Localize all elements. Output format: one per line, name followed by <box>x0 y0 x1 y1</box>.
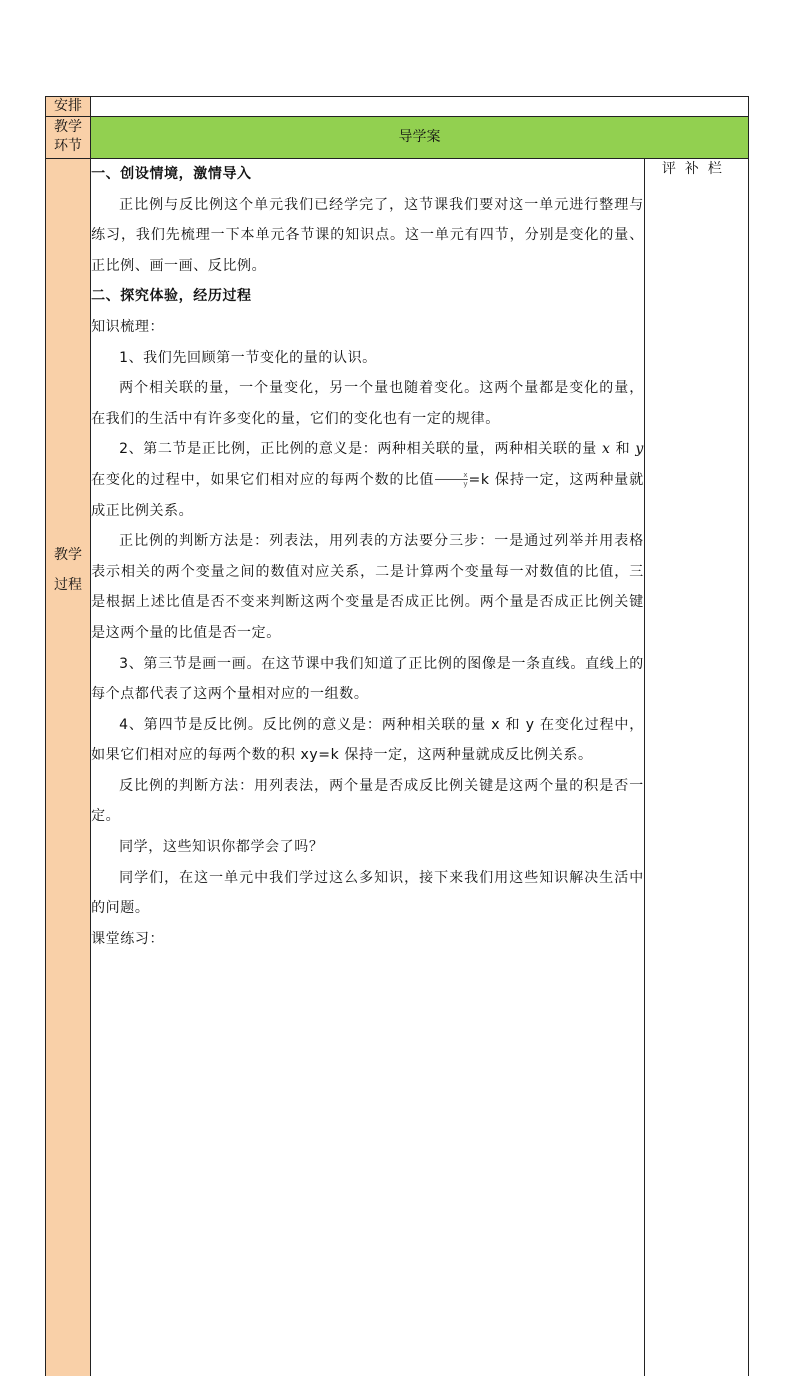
knowledge-label: 知识梳理： <box>91 312 644 343</box>
evaluation-column: 评补栏 <box>644 159 748 1376</box>
stage-label-line-2: 环节 <box>46 137 90 156</box>
process-label <box>46 159 91 1376</box>
stage-label <box>46 117 91 159</box>
point-2-text-a: 2、第二节是正比例，正比例的意义是：两种相关联的量，两种相关联的量 <box>119 441 597 457</box>
paragraph-point-1: 1、我们先回顾第一节变化的量的认识。 <box>91 343 644 374</box>
process-label-line-1: 教学 <box>46 540 90 570</box>
fraction-numerator: x <box>435 471 467 480</box>
point-2-text-d: =k 保持一定，这两种量就成正比例关系。 <box>91 472 644 519</box>
paragraph-point-3: 3、第三节是画一画。在这节课中我们知道了正比例的图像是一条直线。直线上的每个点都代表了这两个量相对应的一组数。 <box>91 649 644 710</box>
variable-x: x <box>602 441 611 457</box>
point-2-text-c: 在变化的过程中，如果它们相对应的每两个数的比值 <box>91 472 434 488</box>
section-2-title: 二、探究体验，经历过程 <box>91 281 644 312</box>
guide-header: 导学案 <box>91 117 749 159</box>
paragraph-question: 同学，这些知识你都学会了吗？ <box>91 832 644 863</box>
paragraph-point-4: 4、第四节是反比例。反比例的意义是：两种相关联的量 x 和 y 在变化过程中，如果它们相对应的每两个数的积 xy=k 保持一定，这两种量就成反比例关系。 <box>91 710 644 771</box>
section-1-title: 一、创设情境，激情导入 <box>91 159 644 190</box>
lesson-plan-frame <box>45 96 749 1376</box>
paragraph-transition: 同学们，在这一单元中我们学过这么多知识，接下来我们用这些知识解决生活中的问题。 <box>91 863 644 924</box>
paragraph-inverse-method: 反比例的判断方法：用列表法，两个量是否成反比例关键是这两个量的积是否一定。 <box>91 771 644 832</box>
arrangement-row <box>46 97 749 117</box>
paragraph-point-2 <box>91 434 644 526</box>
ratio-fraction <box>435 471 467 488</box>
process-row <box>46 159 749 1376</box>
guide-content <box>91 159 645 1376</box>
paragraph-intro: 正比例与反比例这个单元我们已经学完了，这节课我们要对这一单元进行整理与练习，我们先梳理一下本单元各节课的知识点。这一单元有四节，分别是变化的量、正比例、画一画、反比例。 <box>91 190 644 282</box>
process-label-line-2: 过程 <box>46 570 90 600</box>
arrangement-content <box>91 97 749 117</box>
stage-label-line-1: 教学 <box>46 118 90 137</box>
paragraph-variable-quantities: 两个相关联的量，一个量变化，另一个量也随着变化。这两个量都是变化的量，在我们的生活中有许多变化的量，它们的变化也有一定的规律。 <box>91 373 644 434</box>
practice-label: 课堂练习： <box>91 924 644 955</box>
stage-row <box>46 117 749 159</box>
lesson-plan-table <box>45 96 749 1376</box>
point-2-text-b: 和 <box>616 441 631 457</box>
paragraph-direct-method: 正比例的判断方法是：列表法，用列表的方法要分三步：一是通过列举并用表格表示相关的两个变量之间的数值对应关系，二是计算两个变量每一对数值的比值，三是根据上述比值是否不变来判断这两个变量是否成正比例。两个量是否成正比例关键是这两个量的比值是否一定。 <box>91 526 644 648</box>
arrangement-label: 安排 <box>46 97 91 117</box>
fraction-denominator: y <box>435 480 467 488</box>
variable-y: y <box>635 441 644 457</box>
